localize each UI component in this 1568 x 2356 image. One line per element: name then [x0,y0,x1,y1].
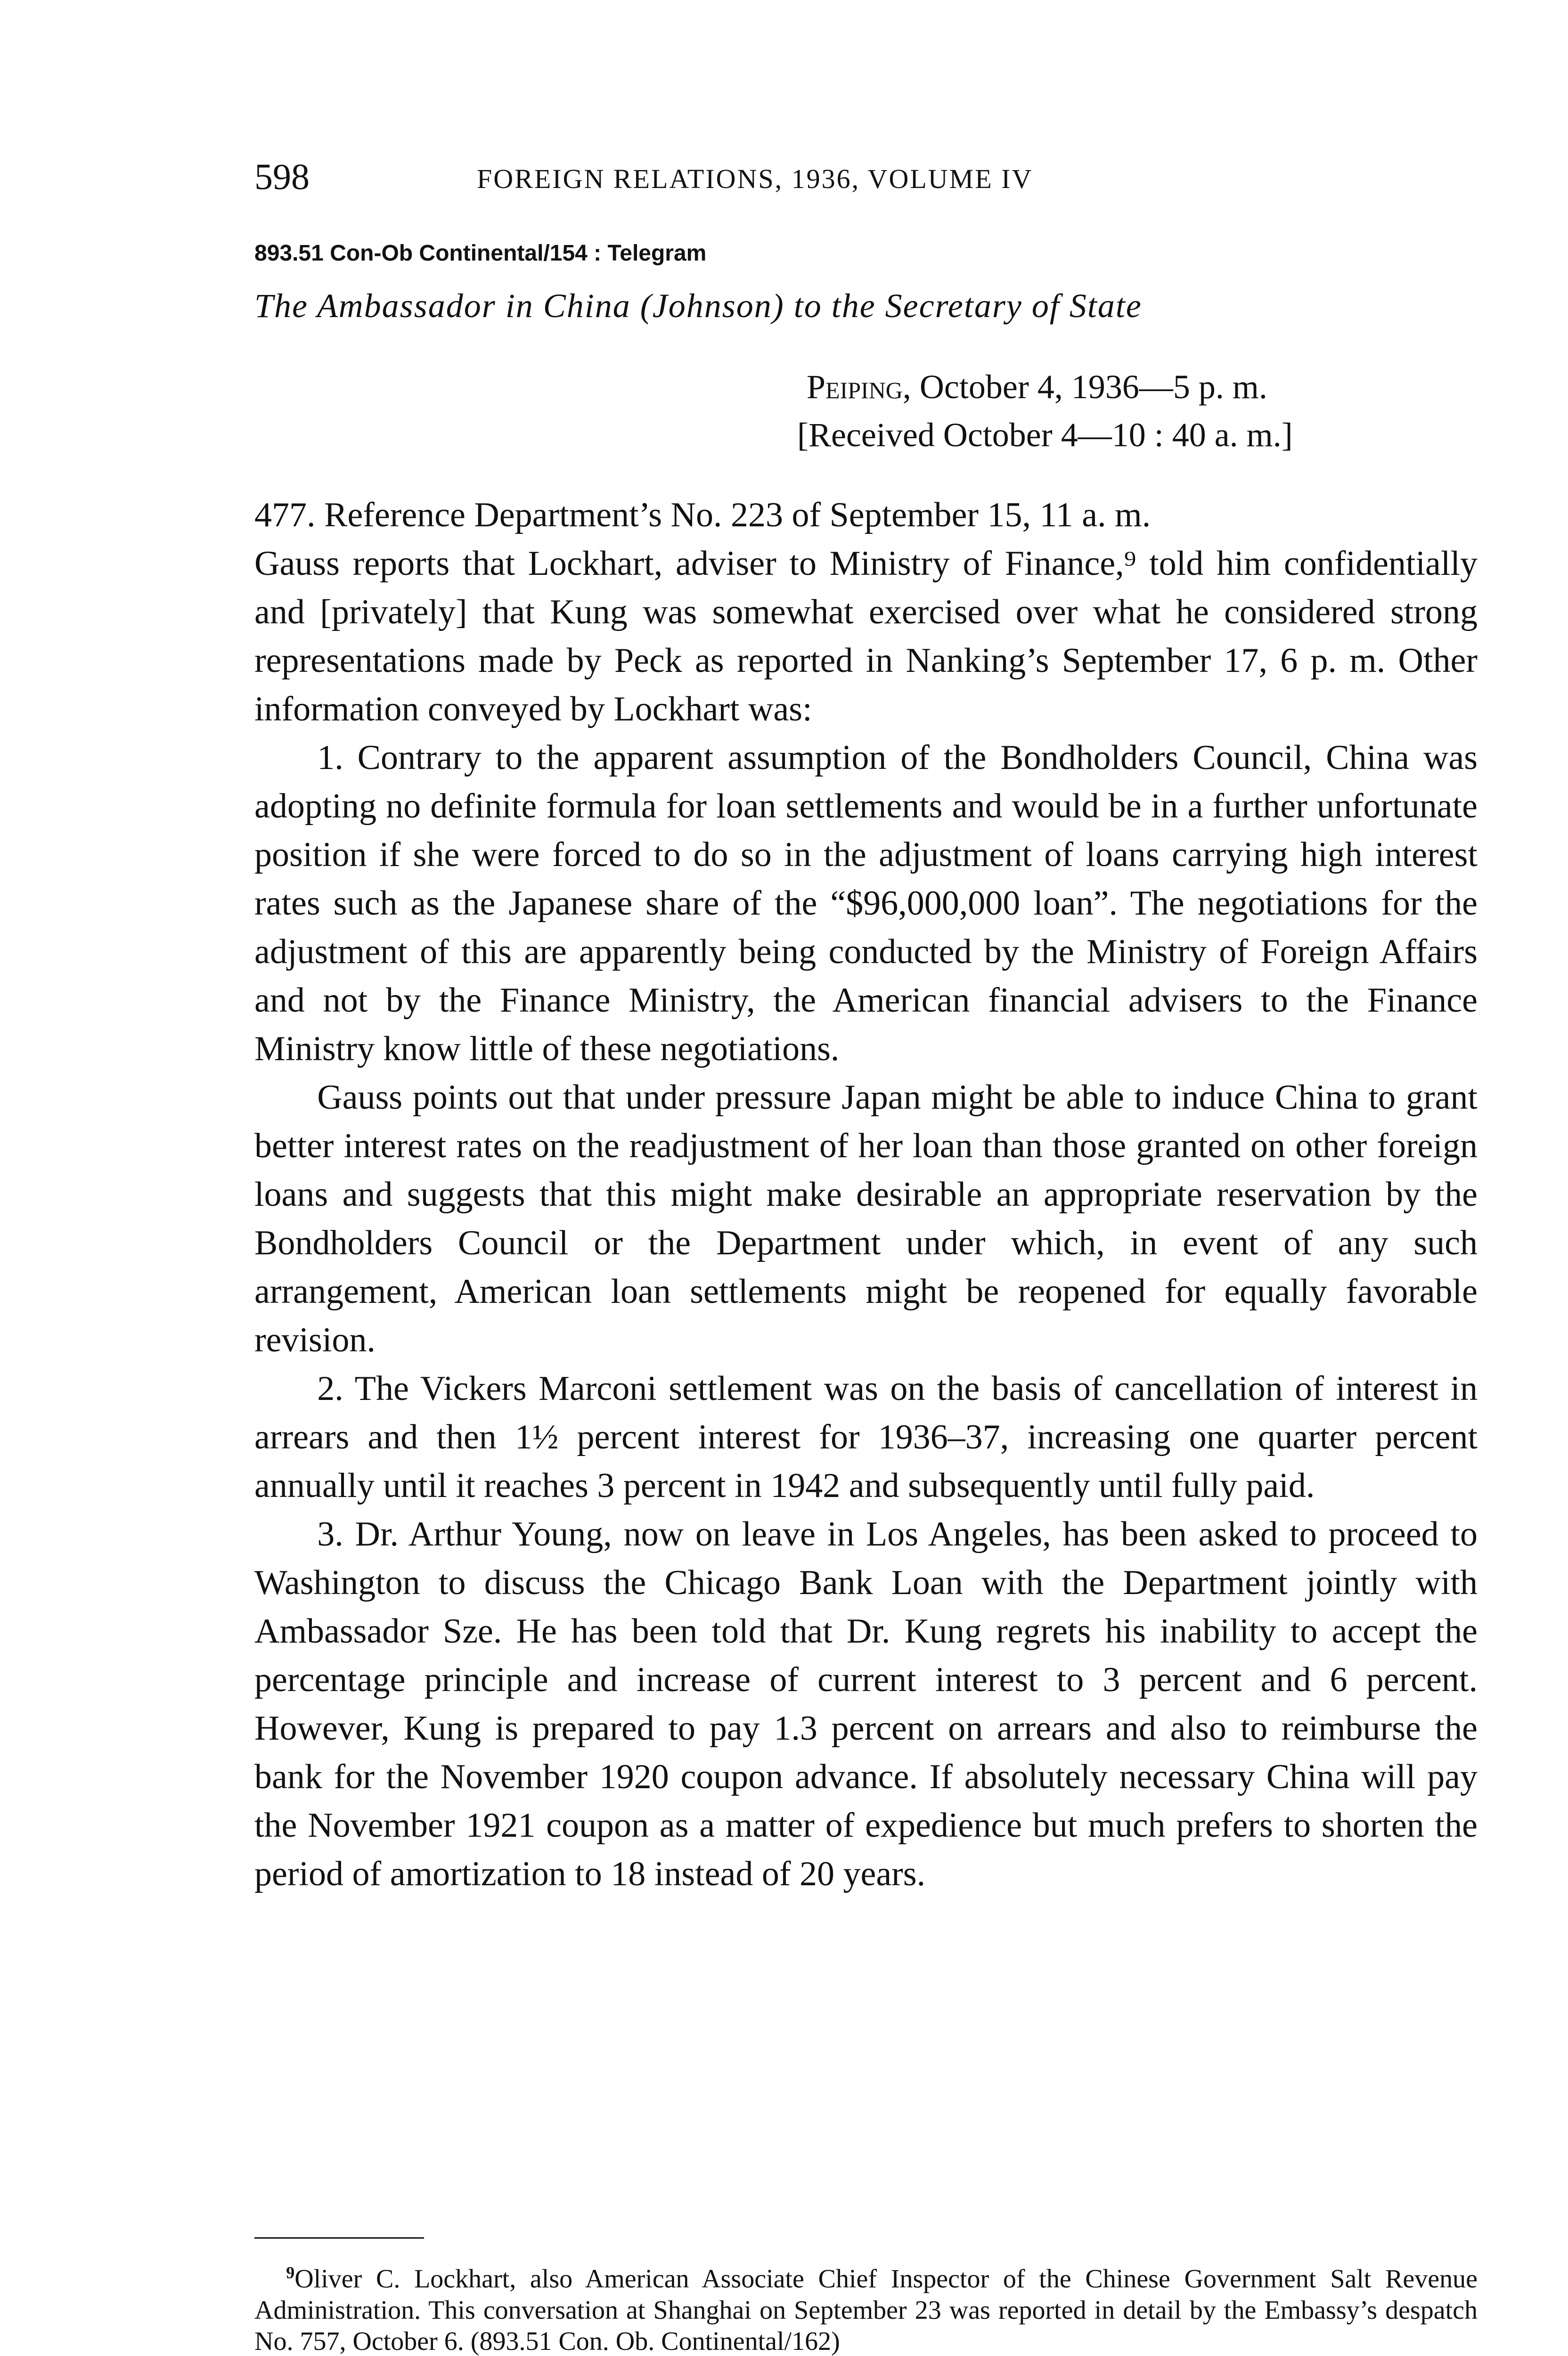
file-reference: 893.51 Con-Ob Continental/154 : Telegram [254,241,707,266]
dateline [807,368,1267,407]
received-line: [Received October 4—10 : 40 a. m.] [797,416,1293,454]
paragraph-reference: 477. Reference Department’s No. 223 of September 15, 11 a. m. [254,496,1151,534]
paragraph-point-2: 2. The Vickers Marconi settlement was on the basis of cancellation of interest in arrears and then 1½ percent interest for 1936–37, increasing one quarter percent annually until it reaches 3 percent in 1942 and subsequently until fully paid. [254,1369,1478,1505]
dateline-place: Peiping [807,368,903,406]
footnote [254,2257,1478,2356]
telegram-body [254,491,1478,1898]
paragraph-point-1: 1. Contrary to the apparent assumption of the Bondholders Council, China was adopting no definite formula for loan settlements and would be in a further unfortunate position if she were forced to do so in the adjustment of loans carrying high interest rates such as the Japanese share of the “$96,000,000 loan”. The negotiations for the adjustment of this are apparently being conducted by the Ministry of Foreign Affairs and not by the Finance Ministry, the American financial advisers to the Finance Ministry know little of these negotiations. [254,738,1478,1068]
paragraph-point-3: 3. Dr. Arthur Young, now on leave in Los Angeles, has been asked to proceed to Washington to discuss the Chicago Bank Loan with the Department jointly with Ambassador Sze. He has been told that Dr. Kung regrets his inability to accept the percentage principle and increase of current interest to 3 percent and 6 percent. However, Kung is prepared to pay 1.3 percent on arrears and also to reimburse the bank for the November 1920 coupon advance. If absolutely necessary China will pay the November 1921 coupon as a matter of expedience but much prefers to shorten the period of amortization to 18 instead of 20 years. [254,1515,1478,1893]
paragraph-gauss-comment: Gauss points out that under pressure Japan might be able to induce China to grant better interest rates on the readjustment of her loan than those granted on other foreign loans and suggests that this might make desirable an appropriate reservation by the Bondholders Council or the Department under which, in event of any such arrangement, American loan settlements might be reopened for equally favorable revision. [254,1078,1478,1359]
page-number: 598 [254,156,310,197]
dateline-date: , October 4, 1936—5 p. m. [902,368,1267,406]
footnote-marker: 9 [286,2263,295,2282]
paragraph-gauss-report: Gauss reports that Lockhart, adviser to Ministry of Finance,⁹ told him confidentially and [privately] that Kung was somewhat exercised over what he considered strong representations made by Peck as reported in Nanking’s September 17, 6 p. m. Other information conveyed by Lockhart was: [254,544,1478,728]
running-head: FOREIGN RELATIONS, 1936, VOLUME IV [477,164,1033,194]
document-title: The Ambassador in China (Johnson) to the Secretary of State [254,287,1142,325]
footnote-text: Oliver C. Lockhart, also American Associate Chief Inspector of the Chinese Government Salt Revenue Administration. This conversation at Shanghai on September 23 was reported in detail by the Embassy’s despatch No. 757, October 6. (893.51 Con. Ob. Continental/162) [254,2264,1478,2356]
footnote-divider [254,2237,424,2239]
